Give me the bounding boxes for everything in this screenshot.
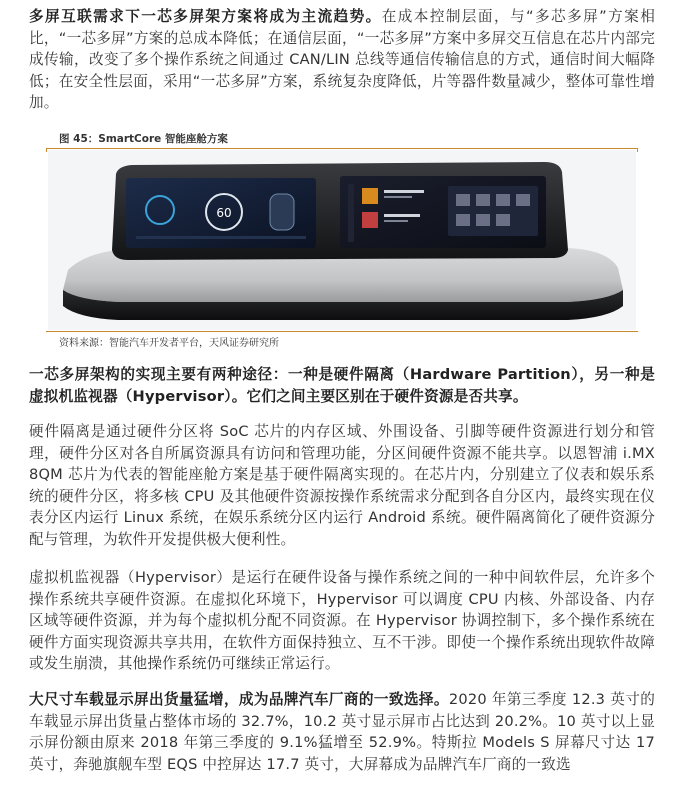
hypervisor-paragraph: 虚拟机监视器（Hypervisor）是运行在硬件设备与操作系统之间的一种中间软件层，允许多个操作系统共享硬件资源。在虚拟化环境下，Hypervisor 可以调度 CPU 内核、外部设备、内存区域等硬件资源，并为每个虚拟机分配不同资源。在 Hypervisor 协调控制下，多个操作系统在硬件方面实现资源共享共用，在软件方面保持独立、互不干涉。即使一个操作系统出现软件故障或发生崩溃，其他操作系统仍可继续正常运行。 bbox=[29, 569, 655, 673]
app-grid bbox=[448, 186, 538, 236]
section-lead: 一芯多屏架构的实现主要有两种途径：一种是硬件隔离（Hardware Partition），另一种是虚拟机监视器（Hypervisor）。它们之间主要区别在于硬件资源是否共享。 bbox=[29, 366, 655, 405]
intro-lead: 多屏互联需求下一芯多屏架方案将成为主流趋势。 bbox=[29, 8, 382, 25]
figure-rule-bottom bbox=[46, 331, 638, 332]
figure-title: 图 45：SmartCore 智能座舱方案 bbox=[59, 133, 228, 145]
speed-value: 60 bbox=[216, 206, 232, 220]
figure-tick-left bbox=[46, 148, 47, 152]
figure-tick-right bbox=[637, 148, 638, 152]
intro-paragraph bbox=[29, 6, 655, 114]
intro-text: 在成本控制层面，与“多芯多屏”方案相比，“一芯多屏”方案的总成本降低；在通信层面，“一芯多屏”方案中多屏交互信息在芯片内部完成传输，改变了多个操作系统之间通过 CAN/LIN 总线等通信传输信息的方式，通信时间大幅降低；在安全性层面，采用“一芯多屏”方案，系统复杂度降低，片等器件数量减少，整体可靠性增加。 bbox=[29, 8, 655, 112]
cockpit-image bbox=[48, 150, 636, 330]
display-paragraph bbox=[29, 689, 655, 775]
display-lead: 大尺寸车载显示屏出货量猛增，成为品牌汽车厂商的一致选择。 bbox=[29, 691, 449, 708]
display-text: 2020 年第三季度 12.3 英寸的车载显示屏出货量占整体市场的 32.7%，10.2 英寸显示屏市占比达到 20.2%。10 英寸以上显示屏份额由原来 2018 年第三季度的 9.1%猛增至 52.9%。特斯拉 Models S 屏幕尺寸达 17 英寸，奔驰旗舰车型 EQS 中控屏达 17.7 英寸，大屏幕成为品牌汽车厂商的一致选 bbox=[29, 691, 655, 773]
car-icon bbox=[270, 194, 294, 230]
figure-rule-top bbox=[46, 148, 638, 149]
hardware-partition-paragraph: 硬件隔离是通过硬件分区将 SoC 芯片的内存区域、外围设备、引脚等硬件资源进行划分和管理，硬件分区对各自所属资源具有访问和管理功能，分区间硬件资源不能共享。以恩智浦 i.MX 8QM 芯片为代表的智能座舱方案是基于硬件隔离实现的。在芯片内，分别建立了仪表和娱乐系统的硬件分区，将多核 CPU 及其他硬件资源按操作系统需求分配到各自分区内，最终实现在仪表分区内运行 Linux 系统，在娱乐系统分区内运行 Android 系统。硬件隔离简化了硬件资源分配与管理，为软件开发提供极大便利性。 bbox=[29, 423, 655, 548]
figure-source: 资料来源：智能汽车开发者平台，天风证券研究所 bbox=[59, 338, 279, 349]
cockpit-illustration bbox=[48, 150, 636, 330]
album-art bbox=[362, 188, 378, 204]
